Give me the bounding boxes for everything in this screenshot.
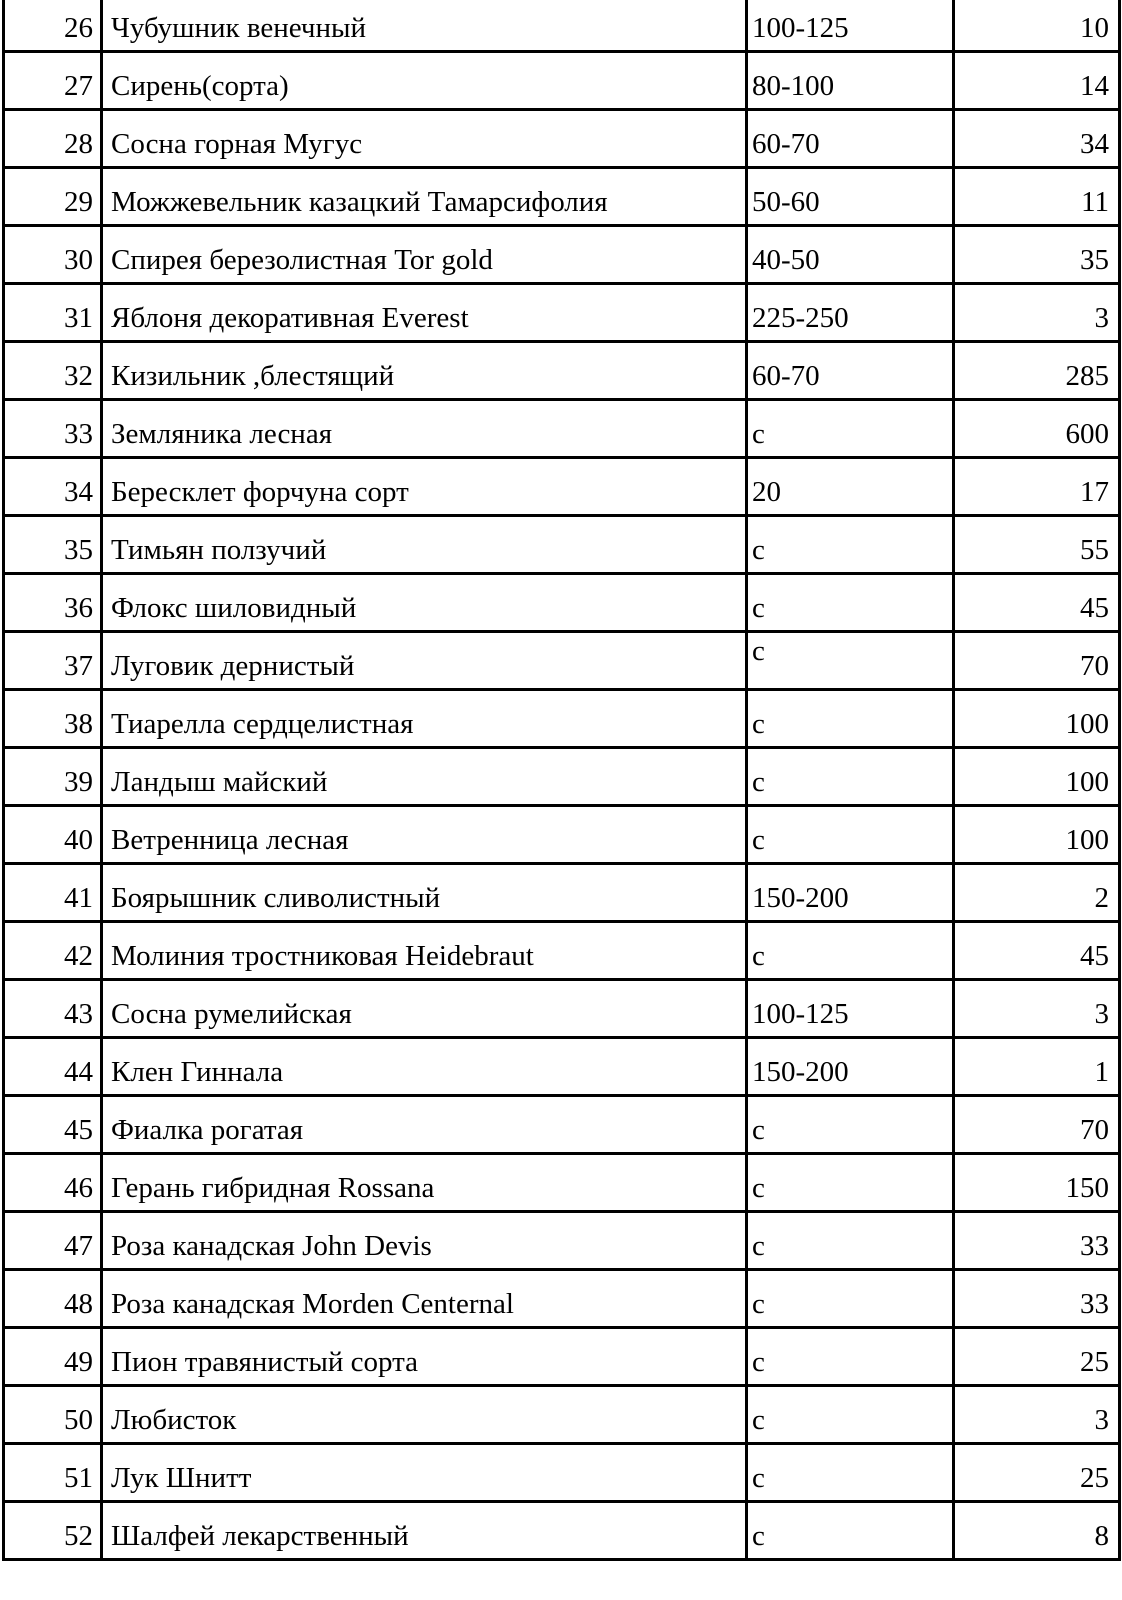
table-cell-quantity — [954, 1154, 1120, 1212]
table-cell-size — [747, 168, 954, 226]
table-cell-size — [747, 52, 954, 110]
table-row — [4, 574, 1120, 632]
cell-text-index: 31 — [64, 302, 93, 334]
table-cell-quantity — [954, 0, 1120, 52]
table-row — [4, 748, 1120, 806]
table-cell-size — [747, 1502, 954, 1560]
table-row — [4, 342, 1120, 400]
cell-text-index: 44 — [64, 1056, 93, 1088]
table-row — [4, 52, 1120, 110]
table-row — [4, 1038, 1120, 1096]
table-cell-name — [102, 400, 747, 458]
cell-text-index: 26 — [64, 12, 93, 44]
table-cell-index — [4, 1154, 102, 1212]
cell-text-quantity: 100 — [1065, 766, 1109, 798]
table-cell-quantity — [954, 748, 1120, 806]
table-cell-size — [747, 1212, 954, 1270]
table-row — [4, 1328, 1120, 1386]
cell-text-name: Тиарелла сердцелистная — [111, 708, 414, 740]
table-cell-quantity — [954, 516, 1120, 574]
cell-text-size: 20 — [752, 476, 781, 508]
table-cell-index — [4, 1502, 102, 1560]
table-cell-name — [102, 1038, 747, 1096]
table-row — [4, 284, 1120, 342]
table-cell-name — [102, 574, 747, 632]
table-row — [4, 458, 1120, 516]
table-cell-index — [4, 1096, 102, 1154]
cell-text-name: Кизильник ,блестящий — [111, 360, 395, 392]
table-cell-index — [4, 1328, 102, 1386]
table-cell-quantity — [954, 1502, 1120, 1560]
table-cell-size — [747, 516, 954, 574]
table-cell-size — [747, 1270, 954, 1328]
table-cell-name — [102, 1444, 747, 1502]
table-cell-index — [4, 1386, 102, 1444]
table-cell-quantity — [954, 806, 1120, 864]
cell-text-index: 46 — [64, 1172, 93, 1204]
table-cell-index — [4, 690, 102, 748]
cell-text-name: Луговик дернистый — [111, 650, 355, 682]
table-row — [4, 110, 1120, 168]
cell-text-index: 28 — [64, 128, 93, 160]
table-cell-index — [4, 1212, 102, 1270]
table-cell-quantity — [954, 1386, 1120, 1444]
table-cell-name — [102, 806, 747, 864]
table-cell-size — [747, 864, 954, 922]
cell-text-name: Спирея березолистная Tor gold — [111, 244, 493, 276]
table-cell-index — [4, 52, 102, 110]
table-row — [4, 1154, 1120, 1212]
cell-text-quantity: 10 — [1080, 12, 1109, 44]
cell-text-name: Ландыш майский — [111, 766, 328, 798]
cell-text-quantity: 3 — [1094, 302, 1109, 334]
table-cell-size — [747, 632, 954, 690]
table-cell-index — [4, 574, 102, 632]
table-row — [4, 516, 1120, 574]
table-cell-quantity — [954, 1212, 1120, 1270]
cell-text-name: Тимьян ползучий — [111, 534, 327, 566]
cell-text-size: 150-200 — [752, 1056, 849, 1088]
cell-text-index: 40 — [64, 824, 93, 856]
table-cell-name — [102, 1096, 747, 1154]
cell-text-quantity: 2 — [1094, 882, 1109, 914]
table-cell-name — [102, 748, 747, 806]
cell-text-size: с — [752, 1114, 765, 1146]
cell-text-index: 35 — [64, 534, 93, 566]
cell-text-size: с — [752, 635, 765, 667]
table-cell-index — [4, 980, 102, 1038]
table-cell-size — [747, 342, 954, 400]
table-row — [4, 1386, 1120, 1444]
table-cell-size — [747, 1386, 954, 1444]
table-cell-size — [747, 690, 954, 748]
table-cell-quantity — [954, 1270, 1120, 1328]
table-cell-index — [4, 1444, 102, 1502]
table-row — [4, 0, 1120, 52]
cell-text-index: 43 — [64, 998, 93, 1030]
cell-text-index: 33 — [64, 418, 93, 450]
table-cell-size — [747, 748, 954, 806]
table-body — [4, 0, 1120, 1560]
cell-text-quantity: 45 — [1080, 592, 1109, 624]
table-cell-quantity — [954, 1328, 1120, 1386]
cell-text-name: Роза канадская Morden Centernal — [111, 1288, 514, 1320]
cell-text-index: 45 — [64, 1114, 93, 1146]
cell-text-size: с — [752, 708, 765, 740]
cell-text-quantity: 17 — [1080, 476, 1109, 508]
cell-text-name: Сосна горная Мугус — [111, 128, 363, 160]
cell-text-size: 100-125 — [752, 998, 849, 1030]
cell-text-size: 225-250 — [752, 302, 849, 334]
cell-text-name: Роза канадская John Devis — [111, 1230, 432, 1262]
cell-text-index: 27 — [64, 70, 93, 102]
cell-text-index: 32 — [64, 360, 93, 392]
cell-text-name: Фиалка рогатая — [111, 1114, 304, 1146]
cell-text-size: с — [752, 940, 765, 972]
table-cell-size — [747, 458, 954, 516]
cell-text-quantity: 600 — [1065, 418, 1109, 450]
table-row — [4, 1096, 1120, 1154]
table-row — [4, 1444, 1120, 1502]
cell-text-quantity: 1 — [1094, 1056, 1109, 1088]
cell-text-size: 60-70 — [752, 128, 820, 160]
cell-text-name: Герань гибридная Rossana — [111, 1172, 435, 1204]
table-cell-size — [747, 574, 954, 632]
table-cell-quantity — [954, 1444, 1120, 1502]
table-cell-quantity — [954, 690, 1120, 748]
table-cell-size — [747, 1038, 954, 1096]
table-cell-index — [4, 168, 102, 226]
cell-text-size: с — [752, 766, 765, 798]
table-cell-quantity — [954, 980, 1120, 1038]
cell-text-index: 34 — [64, 476, 93, 508]
cell-text-quantity: 3 — [1094, 998, 1109, 1030]
cell-text-index: 42 — [64, 940, 93, 972]
table-row — [4, 1212, 1120, 1270]
table-cell-name — [102, 284, 747, 342]
cell-text-name: Любисток — [111, 1404, 237, 1436]
plant-inventory-table — [2, 0, 1121, 1561]
cell-text-quantity: 25 — [1080, 1346, 1109, 1378]
table-cell-quantity — [954, 922, 1120, 980]
cell-text-size: 80-100 — [752, 70, 835, 102]
table-cell-quantity — [954, 168, 1120, 226]
table-cell-index — [4, 516, 102, 574]
cell-text-index: 52 — [64, 1520, 93, 1552]
table-cell-name — [102, 1328, 747, 1386]
table-cell-size — [747, 1444, 954, 1502]
cell-text-name: Молиния тростниковая Heidebraut — [111, 940, 534, 972]
table-row — [4, 168, 1120, 226]
table-cell-index — [4, 342, 102, 400]
cell-text-name: Клен Гиннала — [111, 1056, 284, 1088]
cell-text-size: с — [752, 1404, 765, 1436]
table-cell-name — [102, 52, 747, 110]
table-cell-name — [102, 1386, 747, 1444]
cell-text-index: 36 — [64, 592, 93, 624]
cell-text-size: 40-50 — [752, 244, 820, 276]
cell-text-index: 49 — [64, 1346, 93, 1378]
cell-text-quantity: 25 — [1080, 1462, 1109, 1494]
cell-text-name: Можжевельник казацкий Тамарсифолия — [111, 186, 608, 218]
cell-text-index: 30 — [64, 244, 93, 276]
table-cell-size — [747, 284, 954, 342]
cell-text-quantity: 70 — [1080, 1114, 1109, 1146]
table-cell-quantity — [954, 574, 1120, 632]
cell-text-quantity: 35 — [1080, 244, 1109, 276]
table-row — [4, 226, 1120, 284]
table-cell-index — [4, 0, 102, 52]
cell-text-quantity: 14 — [1080, 70, 1109, 102]
table-cell-name — [102, 1154, 747, 1212]
table-cell-name — [102, 342, 747, 400]
table-cell-index — [4, 806, 102, 864]
cell-text-name: Шалфей лекарственный — [111, 1520, 409, 1552]
cell-text-quantity: 70 — [1080, 650, 1109, 682]
table-cell-name — [102, 110, 747, 168]
table-cell-size — [747, 922, 954, 980]
table-cell-name — [102, 922, 747, 980]
table-cell-quantity — [954, 52, 1120, 110]
cell-text-quantity: 100 — [1065, 708, 1109, 740]
table-row — [4, 400, 1120, 458]
table-cell-name — [102, 0, 747, 52]
cell-text-name: Сирень(сорта) — [111, 70, 289, 102]
cell-text-index: 50 — [64, 1404, 93, 1436]
table-cell-index — [4, 864, 102, 922]
cell-text-size: с — [752, 1172, 765, 1204]
table-cell-size — [747, 110, 954, 168]
table-row — [4, 806, 1120, 864]
table-cell-size — [747, 806, 954, 864]
table-row — [4, 980, 1120, 1038]
table-row — [4, 632, 1120, 690]
table-cell-index — [4, 1270, 102, 1328]
cell-text-quantity: 11 — [1081, 186, 1109, 218]
table-cell-quantity — [954, 284, 1120, 342]
table-cell-name — [102, 1502, 747, 1560]
table-cell-quantity — [954, 1096, 1120, 1154]
table-cell-name — [102, 168, 747, 226]
cell-text-name: Бересклет форчуна сорт — [111, 476, 409, 508]
table-row — [4, 690, 1120, 748]
table-cell-size — [747, 980, 954, 1038]
table-cell-quantity — [954, 400, 1120, 458]
cell-text-index: 38 — [64, 708, 93, 740]
cell-text-quantity: 34 — [1080, 128, 1109, 160]
cell-text-quantity: 100 — [1065, 824, 1109, 856]
cell-text-name: Чубушник венечный — [111, 12, 366, 44]
cell-text-name: Ветренница лесная — [111, 824, 349, 856]
cell-text-index: 29 — [64, 186, 93, 218]
cell-text-index: 37 — [64, 650, 93, 682]
cell-text-index: 51 — [64, 1462, 93, 1494]
cell-text-quantity: 55 — [1080, 534, 1109, 566]
table-cell-name — [102, 864, 747, 922]
cell-text-quantity: 33 — [1080, 1230, 1109, 1262]
cell-text-quantity: 33 — [1080, 1288, 1109, 1320]
cell-text-name: Яблоня декоративная Everest — [111, 302, 469, 334]
table-cell-name — [102, 690, 747, 748]
table-cell-name — [102, 1270, 747, 1328]
table-row — [4, 1270, 1120, 1328]
cell-text-size: 150-200 — [752, 882, 849, 914]
cell-text-name: Пион травянистый сорта — [111, 1346, 419, 1378]
cell-text-quantity: 285 — [1065, 360, 1109, 392]
table-cell-index — [4, 922, 102, 980]
table-cell-name — [102, 458, 747, 516]
cell-text-name: Сосна румелийская — [111, 998, 352, 1030]
cell-text-size: 60-70 — [752, 360, 820, 392]
table-cell-name — [102, 1212, 747, 1270]
table-cell-index — [4, 400, 102, 458]
cell-text-size: с — [752, 1346, 765, 1378]
table-cell-index — [4, 748, 102, 806]
cell-text-name: Флокс шиловидный — [111, 592, 357, 624]
table-cell-size — [747, 1154, 954, 1212]
table-cell-size — [747, 1328, 954, 1386]
table-cell-quantity — [954, 458, 1120, 516]
table-cell-name — [102, 632, 747, 690]
cell-text-size: с — [752, 1230, 765, 1262]
table-cell-size — [747, 0, 954, 52]
table-row — [4, 1502, 1120, 1560]
cell-text-size: с — [752, 592, 765, 624]
cell-text-name: Боярышник сливолистный — [111, 882, 441, 914]
cell-text-size: 100-125 — [752, 12, 849, 44]
cell-text-size: с — [752, 534, 765, 566]
table-cell-quantity — [954, 1038, 1120, 1096]
table-cell-index — [4, 1038, 102, 1096]
cell-text-size: с — [752, 1462, 765, 1494]
cell-text-quantity: 8 — [1094, 1520, 1109, 1552]
table-cell-quantity — [954, 342, 1120, 400]
table-cell-size — [747, 1096, 954, 1154]
cell-text-size: с — [752, 1520, 765, 1552]
cell-text-index: 47 — [64, 1230, 93, 1262]
cell-text-name: Земляника лесная — [111, 418, 333, 450]
table-cell-size — [747, 400, 954, 458]
cell-text-index: 48 — [64, 1288, 93, 1320]
table-cell-name — [102, 980, 747, 1038]
table-cell-index — [4, 226, 102, 284]
table-cell-index — [4, 110, 102, 168]
cell-text-quantity: 3 — [1094, 1404, 1109, 1436]
table-cell-quantity — [954, 226, 1120, 284]
table-row — [4, 922, 1120, 980]
cell-text-size: с — [752, 418, 765, 450]
cell-text-size: 50-60 — [752, 186, 820, 218]
table-cell-index — [4, 632, 102, 690]
table-row — [4, 864, 1120, 922]
table-cell-index — [4, 458, 102, 516]
cell-text-size: с — [752, 1288, 765, 1320]
table-cell-quantity — [954, 632, 1120, 690]
cell-text-quantity: 150 — [1065, 1172, 1109, 1204]
cell-text-name: Лук Шнитт — [111, 1462, 252, 1494]
cell-text-index: 41 — [64, 882, 93, 914]
table-cell-quantity — [954, 110, 1120, 168]
table-cell-index — [4, 284, 102, 342]
table-cell-name — [102, 516, 747, 574]
cell-text-index: 39 — [64, 766, 93, 798]
cell-text-size: с — [752, 824, 765, 856]
table-cell-name — [102, 226, 747, 284]
table-cell-quantity — [954, 864, 1120, 922]
table-cell-size — [747, 226, 954, 284]
cell-text-quantity: 45 — [1080, 940, 1109, 972]
